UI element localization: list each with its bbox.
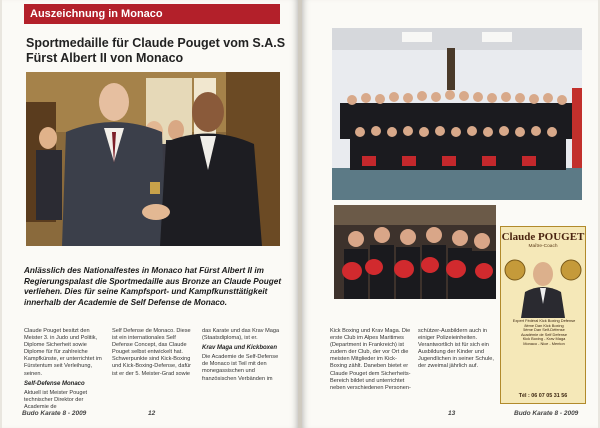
ad-portrait (501, 252, 585, 318)
body-text: Claude Pouget besitzt den Meister 3. in Judo und Politik, Diplome Sicherheit sowie Diplome für für zahlreiche Kampfkünste, er unterrichtet im Fürstentum seit Verleihung, seinen. (24, 328, 102, 377)
kids-boxing-photo (334, 205, 496, 299)
body-column-2 (112, 328, 192, 378)
lead-paragraph: Anlässlich des Nationalfestes in Monaco hat Fürst Albert II im Regierungspalast die Sportmedaille aus Bronze an Claude Pouget verliehen. Dies für seine Kampfsport- und Kampfkunsttätigkeit innerhalb der Academie de Self Defense de Monaco. (24, 266, 282, 307)
subheading: Self-Defense Monaco (24, 380, 85, 387)
body-text: Aktuell ist Meister Pouget technischer Direktor der Academie de (24, 389, 88, 410)
page-number-right: 13 (448, 410, 456, 417)
body-text: das Karate und das Krav Maga (Staatsdiploma), ist er. (202, 328, 280, 342)
advertisement (500, 226, 586, 404)
award-photo-illustration (26, 72, 280, 246)
group-photo (332, 28, 582, 200)
footer-magazine: Budo Karate 8 - 2009 (22, 410, 87, 417)
ad-line: Kick Boxing - Krav Maga (522, 337, 566, 342)
ad-line: 5ème Dan Self-Défense (523, 328, 565, 333)
kids-photo-illustration (334, 205, 496, 299)
left-page (2, 0, 298, 428)
ad-name: Claude POUGET (501, 231, 585, 243)
subheading: Krav Maga und Kickboxen (202, 345, 278, 352)
ad-subtitle: Maître-Coach (528, 244, 558, 249)
award-photo (26, 72, 280, 246)
body-text: Self Defense de Monaco. Diese ist ein internationales Self Defense Concept, das Claude Pouget selbst entwickelt hat. Schwerpunkte sind Kick-Boxing und Kick-Boxing-Defense, dafür ist er der 5. Meister-Grad sowie (112, 328, 191, 377)
body-text: Kick Boxing und Krav Maga. Die erste Club im Alpes Maritimes (Department in Frankreich) ist zudem der Club, der vor Ort die meisten Mitglieder im Kick-Boxing zählt. Daneben bietet er Claude Pouget dem Sicherheits-Bereich bildet und unterrichtet neben verschiedenen Personen- (330, 328, 411, 391)
body-column-3 (202, 328, 284, 383)
ad-line: 8ème Dan Kick Boxing (524, 323, 564, 328)
body-column-1 (24, 328, 102, 411)
ad-line: Expert Fédéral Kick Boxing Defense (512, 319, 576, 323)
ad-details (505, 319, 583, 347)
body-text: Die Academie de Self-Defense de Monaco ist Teil mit den monegassischen und französischen Verbänden im (202, 354, 279, 382)
page-number: 12 (148, 410, 156, 417)
ad-line: Académie de Self Defense (520, 332, 568, 337)
right-column-1 (330, 328, 412, 392)
headline: Sportmedaille für Claude Pouget vom S.A.S Fürst Albert II von Monaco (26, 36, 286, 65)
right-column-2 (418, 328, 498, 371)
ad-phone: Tél : 06 07 05 31 56 (518, 393, 568, 399)
body-text: schützer-Ausbildern auch in einiger Polizeieinheiten. Verantwortlich ist für sich ein Ausbildung der Kinder und Jugendlichen in seiner Schule, der zweimal jährlich auf. (418, 328, 494, 370)
footer-magazine-right: Budo Karate 8 - 2009 (514, 410, 579, 417)
group-photo-illustration (332, 28, 582, 200)
section-banner: Auszeichnung in Monaco (24, 4, 280, 24)
ad-line: Monaco - Nice - Menton (523, 341, 565, 346)
